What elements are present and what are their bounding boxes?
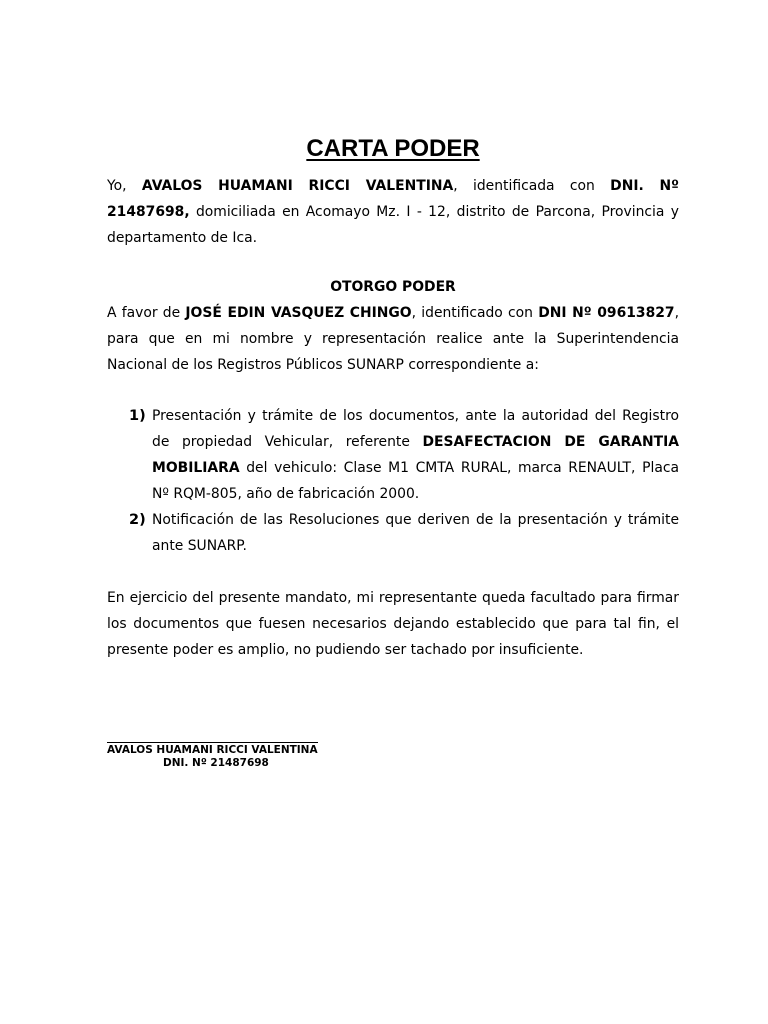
page-title: CARTA PODER: [306, 135, 480, 162]
grantee-name: JOSÉ EDIN VASQUEZ CHINGO: [185, 305, 412, 321]
grant-text-2: , identificado con: [411, 305, 539, 321]
list-item-text-1: Presentación y trámite de los documentos, ante la autoridad del Registro de propiedad Vehicular, referente: [152, 408, 679, 450]
signature-line: [107, 742, 318, 743]
signature-name: AVALOS HUAMANI RICCI VALENTINA: [107, 744, 318, 756]
grant-paragraph: [107, 300, 679, 378]
intro-text-2: , identificada con: [453, 178, 611, 194]
grantee-dni: DNI Nº 09613827: [538, 305, 675, 321]
list-item-text-2: del vehiculo: Clase M1 CMTA RURAL, marca RENAULT, Placa Nº RQM-805, año de fabricación 2000.: [152, 460, 679, 502]
grant-text-1: A favor de: [107, 305, 186, 321]
list-item: [107, 507, 679, 559]
signature-dni: DNI. Nº 21487698: [163, 757, 269, 769]
intro-text-1: Yo,: [107, 178, 142, 194]
list-item-number: 1): [129, 408, 146, 424]
section-heading: OTORGO PODER: [330, 279, 456, 295]
intro-paragraph: [107, 173, 679, 251]
list-item-text-1: Notificación de las Resoluciones que deriven de la presentación y trámite ante SUNARP.: [152, 512, 679, 554]
list-item-number: 2): [129, 512, 146, 528]
list-item-bold: DESAFECTACION DE GARANTIA MOBILIARA: [152, 434, 679, 476]
grantor-dni: DNI. Nº 21487698,: [107, 178, 679, 220]
powers-list: [107, 403, 679, 559]
intro-text-3: domiciliada en Acomayo Mz. I - 12, distrito de Parcona, Provincia y departamento de Ica.: [107, 204, 679, 246]
list-item: [107, 403, 679, 507]
grantor-name: AVALOS HUAMANI RICCI VALENTINA: [141, 178, 454, 194]
grant-text-3: , para que en mi nombre y representación realice ante la Superintendencia Nacional de los Registros Públicos SUNARP correspondiente a:: [107, 305, 680, 373]
closing-paragraph: En ejercicio del presente mandato, mi representante queda facultado para firmar los documentos que fuesen necesarios dejando establecido que para tal fin, el presente poder es amplio, no pudiendo ser tachado por insuficiente.: [107, 590, 679, 658]
